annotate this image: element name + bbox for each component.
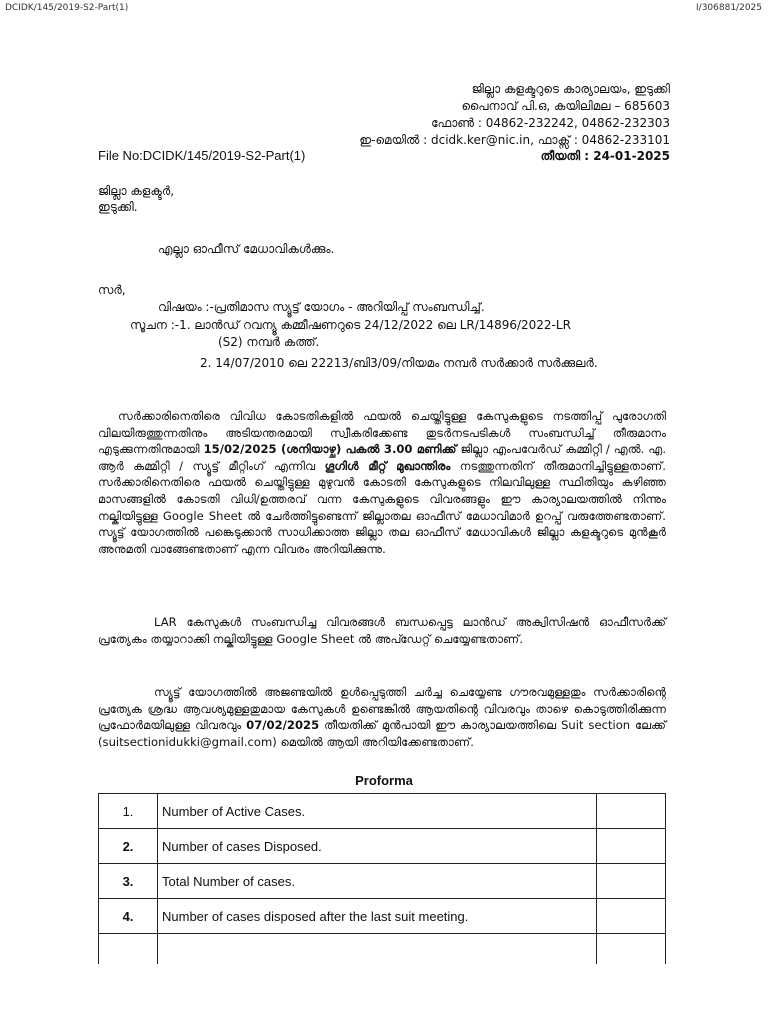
row-value-cell	[597, 934, 666, 965]
office-name: ജില്ലാ കളക്ടറുടെ കാര്യാലയം, ഇടുക്കി	[471, 82, 670, 96]
meeting-date: 15/02/2025 (ശനിയാഴ്ച) പകൽ 3.00 മണിക്ക്	[203, 442, 457, 457]
table-row	[99, 794, 666, 829]
table-row	[99, 934, 666, 965]
from-line-1: ജില്ലാ കളക്ടർ,	[98, 184, 175, 198]
document-reference-left: DCIDK/145/2019-S2-Part(1)	[5, 3, 129, 13]
table-row	[99, 899, 666, 934]
row-number: 1.	[99, 794, 158, 829]
body-paragraph-3	[98, 684, 666, 750]
row-label	[158, 934, 597, 965]
row-number: 4.	[99, 899, 158, 934]
row-number: 3.	[99, 864, 158, 899]
table-row	[99, 829, 666, 864]
subject-line: വിഷയം :-പ്രതിമാസ സ്യൂട്ട് യോഗം - അറിയിപ്പ് സംബന്ധിച്ച്.	[158, 300, 485, 314]
paragraph-3-text-b: തീയതിക്ക് മുൻപായി ഈ കാര്യാലയത്തിലെ Suit section ലേക്ക് (suitsectionidukki@gmail.com) മെയിൽ ആയി അറിയിക്കേണ്ടതാണ്.	[98, 718, 667, 749]
paragraph-2-text: LAR കേസുകൾ സംബന്ധിച്ച വിവരങ്ങൾ ബന്ധപ്പെട്ട ലാൻഡ് അക്വിസിഷൻ ഓഫീസർക്ക് പ്രത്യേകം തയ്യാറാക്കി നല്കിയിട്ടുള്ള Google Sheet ൽ അപ്ഡേറ്റ് ചെയ്യേണ്ടതാണ്.	[98, 615, 666, 646]
paragraph-3-text-a: സ്യൂട്ട് യോഗത്തിൽ അജണ്ടയിൽ ഉൾപ്പെടുത്തി ചർച്ച ചെയ്യേണ്ട ഗൗരവമുള്ളതും സർക്കാരിന്റെ പ്രത്യേക ശ്രദ്ധ ആവശ്യമുള്ളതുമായ കേസുകൾ ഉണ്ടെങ്കിൽ ആയതിന്റെ വിവരവും താഴെ കൊടുത്തിരിക്കുന്ന പ്രഫോർമയിലുള്ള വിവരവും	[98, 685, 666, 733]
table-row	[99, 864, 666, 899]
row-value-cell	[597, 899, 666, 934]
proforma-title: Proforma	[355, 773, 413, 788]
addressee: എല്ലാ ഓഫീസ് മേധാവികൾക്കും.	[158, 242, 335, 256]
proforma-table	[98, 793, 666, 964]
row-label: Total Number of cases.	[158, 864, 597, 899]
row-number	[99, 934, 158, 965]
row-label: Number of cases disposed after the last suit meeting.	[158, 899, 597, 934]
row-value-cell	[597, 829, 666, 864]
reference-1: സൂചന :-1. ലാൻഡ് റവന്യൂ കമ്മീഷണറുടെ 24/12/2022 ലെ LR/14896/2022-LR	[130, 318, 571, 332]
reference-1-cont: (S2) നമ്പർ കത്ത്.	[218, 335, 320, 349]
office-email-fax: ഇ-മെയിൽ : dcidk.ker@nic.in, ഫാക്സ് : 04862-233101	[359, 133, 670, 147]
row-value-cell	[597, 864, 666, 899]
salutation: സർ,	[98, 283, 126, 297]
row-label: Number of cases Disposed.	[158, 829, 597, 864]
row-value-cell	[597, 794, 666, 829]
reference-2: 2. 14/07/2010 ലെ 22213/ബി3/09/നിയമം നമ്പർ സർക്കാർ സർക്കുലർ.	[200, 356, 598, 370]
body-paragraph-2	[98, 614, 666, 647]
body-paragraph-1	[98, 408, 666, 557]
meeting-mode: ഗൂഗിൾ മീറ്റ് മുഖാന്തിരം	[324, 458, 451, 473]
from-line-2: ഇടുക്കി.	[98, 200, 138, 214]
submission-deadline: 07/02/2025	[246, 718, 320, 733]
row-number: 2.	[99, 829, 158, 864]
letter-date: തീയതി : 24-01-2025	[540, 149, 670, 163]
office-post: പൈനാവ് പി.ഒ, കയിലിമല – 685603	[461, 99, 670, 113]
document-reference-right: I/306881/2025	[696, 3, 762, 13]
row-label: Number of Active Cases.	[158, 794, 597, 829]
office-phone: ഫോൺ : 04862-232242, 04862-232303	[431, 116, 670, 130]
file-number: File No:DCIDK/145/2019-S2-Part(1)	[98, 148, 306, 163]
pdf-header-bar	[0, 0, 768, 16]
paragraph-1-text-b: ജില്ലാ എംപവേർഡ് കമ്മിറ്റി / എൽ. എ. ആർ കമ്മിറ്റി / സ്യൂട്ട് മീറ്റിംഗ് എന്നിവ	[98, 442, 667, 473]
paragraph-1-text-a: സർക്കാരിനെതിരെ വിവിധ കോടതികളിൽ ഫയൽ ചെയ്തിട്ടുള്ള കേസുകളുടെ നടത്തിപ്പ് പുരോഗതി വിലയിരുത്തുന്നതിനും അടിയന്തരമായി സ്വീകരിക്കേണ്ട തുടർനടപടികൾ സംബന്ധിച്ച് തീരുമാനം എടുക്കുന്നതിനുമായി	[98, 409, 666, 457]
paragraph-1-text-c: നടത്തുന്നതിന് തീരുമാനിച്ചിട്ടുള്ളതാണ്. സർക്കാരിനെതിരെ ഫയൽ ചെയ്തിട്ടുള്ള മുഴുവൻ കോടതി കേസുകളുടെ നിലവിലുള്ള സ്ഥിതിയും കഴിഞ്ഞ മാസങ്ങളിൽ കോടതി വിധി/ഉത്തരവ് വന്ന കേസുകളുടെ വിവരങ്ങളും ഈ കാര്യാലയത്തിൽ നിന്നും നല്കിയിട്ടുള്ള Google Sheet ൽ ചേർത്തിട്ടുണ്ടെന്ന് ജില്ലാതല ഓഫീസ് മേധാവിമാർ ഉറപ്പ് വരുത്തേണ്ടതാണ്. സ്യൂട്ട് യോഗത്തിൽ പങ്കെടുക്കാൻ സാധിക്കാത്ത ജില്ലാ തല ഓഫീസ് മേധാവികൾ ജില്ലാ കളക്ടറുടെ മുൻകൂർ അനുമതി വാങ്ങേണ്ടതാണ് എന്ന വിവരം അറിയിക്കുന്നു.	[98, 458, 666, 556]
